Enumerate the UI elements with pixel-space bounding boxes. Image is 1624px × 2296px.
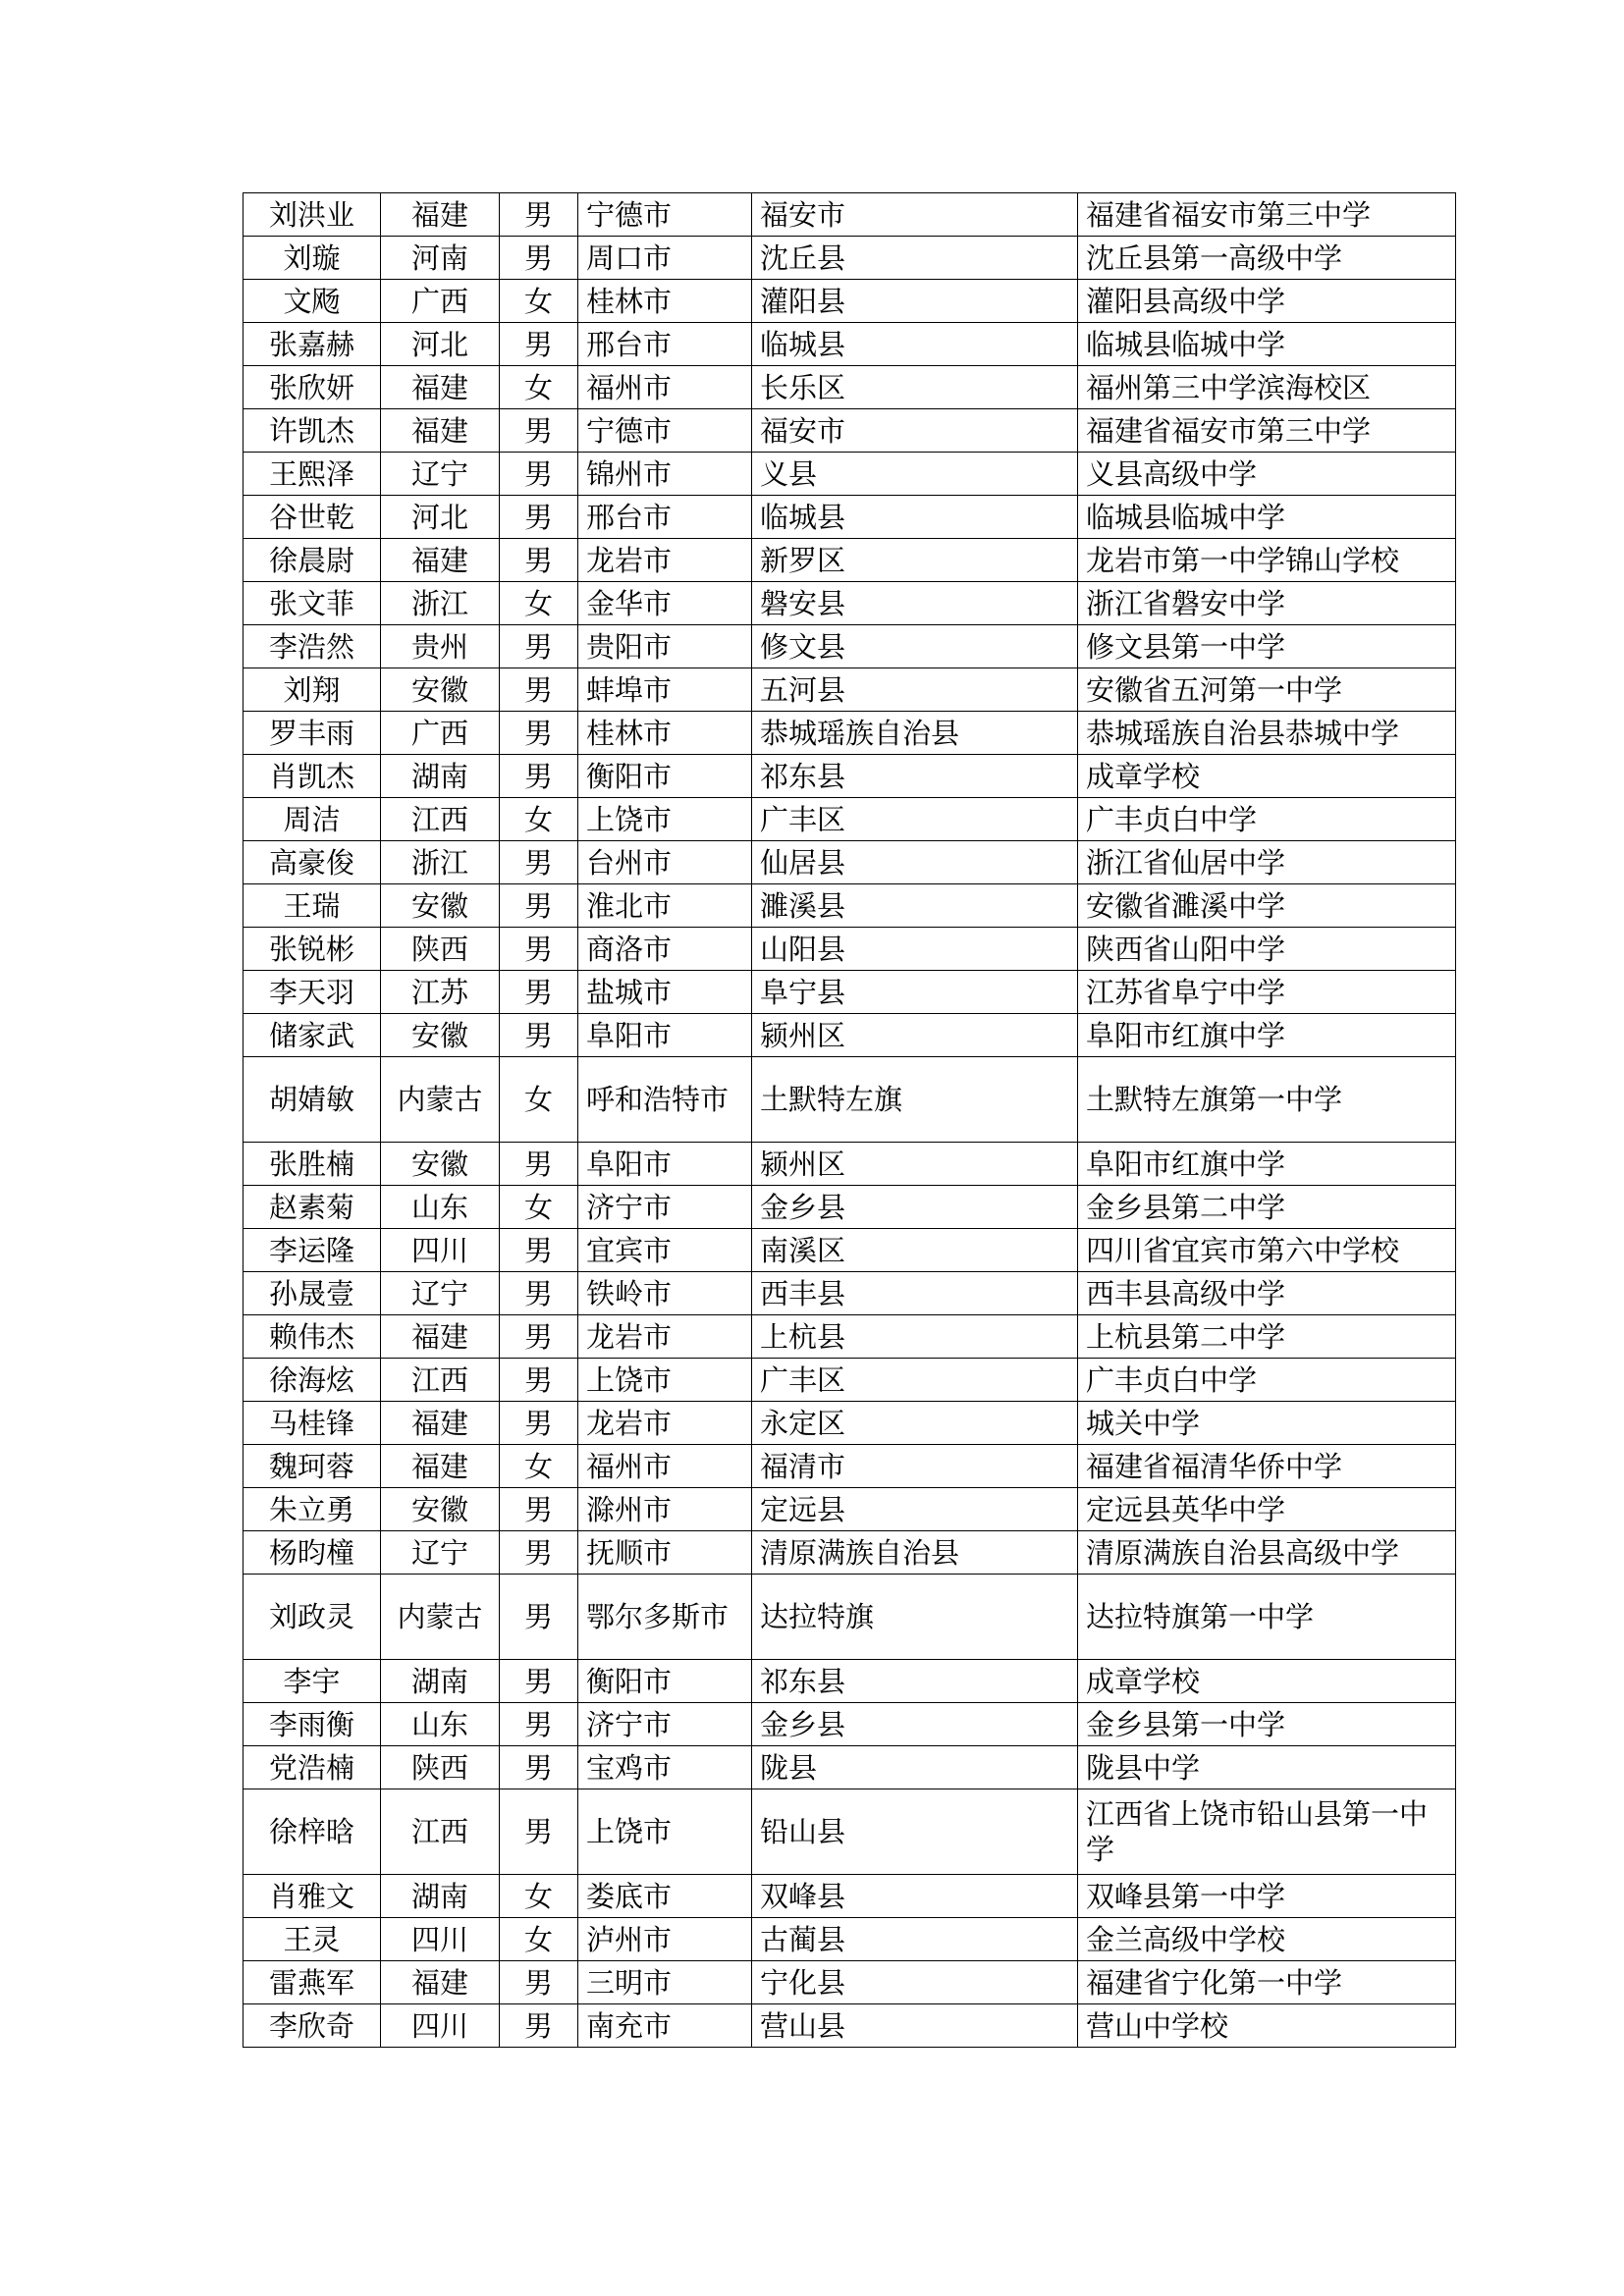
cell-province: 江西 (381, 1359, 500, 1402)
cell-name: 马桂锋 (244, 1402, 381, 1445)
cell-school: 广丰贞白中学 (1078, 798, 1456, 841)
cell-city: 邢台市 (578, 323, 752, 366)
cell-province: 辽宁 (381, 453, 500, 496)
cell-gender: 男 (500, 1488, 578, 1531)
table-row (244, 409, 1456, 453)
cell-gender: 男 (500, 496, 578, 539)
cell-name: 王灵 (244, 1918, 381, 1961)
table-row (244, 1789, 1456, 1875)
cell-school: 沈丘县第一高级中学 (1078, 237, 1456, 280)
cell-province: 福建 (381, 1961, 500, 2004)
cell-name: 李运隆 (244, 1229, 381, 1272)
cell-province: 福建 (381, 409, 500, 453)
table-row (244, 755, 1456, 798)
cell-city: 呼和浩特市 (578, 1057, 752, 1143)
cell-county: 定远县 (752, 1488, 1078, 1531)
cell-province: 陕西 (381, 928, 500, 971)
cell-school: 成章学校 (1078, 755, 1456, 798)
cell-school: 营山中学校 (1078, 2004, 1456, 2048)
cell-name: 肖凯杰 (244, 755, 381, 798)
cell-name: 许凯杰 (244, 409, 381, 453)
cell-province: 浙江 (381, 582, 500, 625)
cell-name: 赖伟杰 (244, 1315, 381, 1359)
cell-county: 祁东县 (752, 1660, 1078, 1703)
cell-county: 南溪区 (752, 1229, 1078, 1272)
table-row (244, 1272, 1456, 1315)
cell-gender: 男 (500, 453, 578, 496)
table-row (244, 971, 1456, 1014)
table-row (244, 841, 1456, 884)
cell-county: 金乡县 (752, 1186, 1078, 1229)
table-row (244, 582, 1456, 625)
cell-name: 李浩然 (244, 625, 381, 668)
cell-name: 肖雅文 (244, 1875, 381, 1918)
cell-city: 商洛市 (578, 928, 752, 971)
cell-name: 徐晨尉 (244, 539, 381, 582)
cell-province: 湖南 (381, 755, 500, 798)
cell-province: 贵州 (381, 625, 500, 668)
cell-gender: 男 (500, 884, 578, 928)
cell-city: 宁德市 (578, 193, 752, 237)
cell-county: 颍州区 (752, 1143, 1078, 1186)
cell-name: 罗丰雨 (244, 712, 381, 755)
cell-school: 定远县英华中学 (1078, 1488, 1456, 1531)
cell-school: 成章学校 (1078, 1660, 1456, 1703)
cell-province: 浙江 (381, 841, 500, 884)
cell-school: 土默特左旗第一中学 (1078, 1057, 1456, 1143)
cell-name: 杨昀橦 (244, 1531, 381, 1575)
cell-gender: 男 (500, 1315, 578, 1359)
cell-name: 孙晟壹 (244, 1272, 381, 1315)
cell-county: 清原满族自治县 (752, 1531, 1078, 1575)
cell-school: 修文县第一中学 (1078, 625, 1456, 668)
cell-school: 福建省宁化第一中学 (1078, 1961, 1456, 2004)
cell-gender: 男 (500, 755, 578, 798)
table-row (244, 1961, 1456, 2004)
cell-county: 山阳县 (752, 928, 1078, 971)
cell-county: 广丰区 (752, 1359, 1078, 1402)
cell-name: 李欣奇 (244, 2004, 381, 2048)
cell-city: 淮北市 (578, 884, 752, 928)
cell-school: 义县高级中学 (1078, 453, 1456, 496)
cell-name: 党浩楠 (244, 1746, 381, 1789)
cell-name: 张胜楠 (244, 1143, 381, 1186)
table-row (244, 496, 1456, 539)
cell-school: 陕西省山阳中学 (1078, 928, 1456, 971)
table-row (244, 1746, 1456, 1789)
cell-province: 福建 (381, 1402, 500, 1445)
cell-province: 江西 (381, 1789, 500, 1875)
cell-city: 福州市 (578, 366, 752, 409)
cell-county: 灌阳县 (752, 280, 1078, 323)
cell-name: 文飏 (244, 280, 381, 323)
cell-name: 张文菲 (244, 582, 381, 625)
table-row (244, 237, 1456, 280)
cell-gender: 男 (500, 1789, 578, 1875)
cell-county: 陇县 (752, 1746, 1078, 1789)
cell-gender: 女 (500, 798, 578, 841)
cell-province: 安徽 (381, 1143, 500, 1186)
cell-city: 桂林市 (578, 712, 752, 755)
cell-county: 修文县 (752, 625, 1078, 668)
table-row (244, 712, 1456, 755)
cell-school: 陇县中学 (1078, 1746, 1456, 1789)
cell-name: 周洁 (244, 798, 381, 841)
cell-school: 福州第三中学滨海校区 (1078, 366, 1456, 409)
cell-county: 西丰县 (752, 1272, 1078, 1315)
cell-school: 浙江省磐安中学 (1078, 582, 1456, 625)
cell-school: 福建省福安市第三中学 (1078, 193, 1456, 237)
cell-county: 颍州区 (752, 1014, 1078, 1057)
cell-province: 广西 (381, 712, 500, 755)
table-row (244, 1186, 1456, 1229)
cell-school: 阜阳市红旗中学 (1078, 1143, 1456, 1186)
cell-gender: 女 (500, 1186, 578, 1229)
cell-gender: 男 (500, 1703, 578, 1746)
cell-name: 李天羽 (244, 971, 381, 1014)
cell-province: 山东 (381, 1703, 500, 1746)
cell-name: 张欣妍 (244, 366, 381, 409)
cell-name: 王瑞 (244, 884, 381, 928)
cell-province: 江苏 (381, 971, 500, 1014)
cell-county: 古蔺县 (752, 1918, 1078, 1961)
cell-province: 福建 (381, 366, 500, 409)
cell-county: 祁东县 (752, 755, 1078, 798)
cell-province: 四川 (381, 1229, 500, 1272)
cell-province: 福建 (381, 539, 500, 582)
cell-county: 沈丘县 (752, 237, 1078, 280)
cell-city: 台州市 (578, 841, 752, 884)
cell-county: 临城县 (752, 323, 1078, 366)
cell-gender: 男 (500, 625, 578, 668)
cell-city: 上饶市 (578, 1359, 752, 1402)
cell-gender: 男 (500, 841, 578, 884)
cell-gender: 女 (500, 280, 578, 323)
cell-name: 李雨衡 (244, 1703, 381, 1746)
cell-province: 江西 (381, 798, 500, 841)
cell-city: 邢台市 (578, 496, 752, 539)
cell-city: 娄底市 (578, 1875, 752, 1918)
cell-school: 江西省上饶市铅山县第一中学 (1078, 1789, 1456, 1875)
cell-name: 胡婧敏 (244, 1057, 381, 1143)
cell-school: 安徽省五河第一中学 (1078, 668, 1456, 712)
cell-city: 桂林市 (578, 280, 752, 323)
cell-name: 储家武 (244, 1014, 381, 1057)
cell-province: 福建 (381, 1315, 500, 1359)
cell-city: 周口市 (578, 237, 752, 280)
cell-name: 朱立勇 (244, 1488, 381, 1531)
cell-province: 安徽 (381, 884, 500, 928)
cell-city: 鄂尔多斯市 (578, 1575, 752, 1660)
cell-city: 抚顺市 (578, 1531, 752, 1575)
cell-gender: 男 (500, 1575, 578, 1660)
cell-province: 四川 (381, 1918, 500, 1961)
cell-city: 金华市 (578, 582, 752, 625)
table-row (244, 280, 1456, 323)
cell-county: 磐安县 (752, 582, 1078, 625)
cell-county: 广丰区 (752, 798, 1078, 841)
table-row (244, 1488, 1456, 1531)
cell-city: 三明市 (578, 1961, 752, 2004)
table-row (244, 1143, 1456, 1186)
cell-name: 刘政灵 (244, 1575, 381, 1660)
cell-name: 徐梓晗 (244, 1789, 381, 1875)
cell-name: 赵素菊 (244, 1186, 381, 1229)
cell-gender: 男 (500, 1746, 578, 1789)
cell-county: 濉溪县 (752, 884, 1078, 928)
cell-school: 西丰县高级中学 (1078, 1272, 1456, 1315)
cell-gender: 男 (500, 237, 578, 280)
cell-county: 铅山县 (752, 1789, 1078, 1875)
cell-gender: 女 (500, 1445, 578, 1488)
cell-city: 龙岩市 (578, 539, 752, 582)
table-row (244, 1918, 1456, 1961)
cell-name: 谷世乾 (244, 496, 381, 539)
cell-county: 临城县 (752, 496, 1078, 539)
cell-gender: 男 (500, 1531, 578, 1575)
cell-province: 广西 (381, 280, 500, 323)
cell-school: 龙岩市第一中学锦山学校 (1078, 539, 1456, 582)
cell-gender: 男 (500, 668, 578, 712)
cell-school: 上杭县第二中学 (1078, 1315, 1456, 1359)
cell-school: 双峰县第一中学 (1078, 1875, 1456, 1918)
cell-gender: 女 (500, 1875, 578, 1918)
cell-county: 义县 (752, 453, 1078, 496)
cell-school: 恭城瑶族自治县恭城中学 (1078, 712, 1456, 755)
table-row (244, 1575, 1456, 1660)
table-row (244, 453, 1456, 496)
cell-county: 仙居县 (752, 841, 1078, 884)
table-row (244, 798, 1456, 841)
cell-school: 灌阳县高级中学 (1078, 280, 1456, 323)
cell-city: 上饶市 (578, 1789, 752, 1875)
cell-name: 王熙泽 (244, 453, 381, 496)
table-row (244, 1875, 1456, 1918)
cell-school: 江苏省阜宁中学 (1078, 971, 1456, 1014)
cell-name: 雷燕军 (244, 1961, 381, 2004)
cell-gender: 男 (500, 1143, 578, 1186)
cell-county: 五河县 (752, 668, 1078, 712)
cell-gender: 女 (500, 1918, 578, 1961)
roster-body (244, 193, 1456, 2048)
cell-gender: 男 (500, 971, 578, 1014)
cell-name: 刘洪业 (244, 193, 381, 237)
table-row (244, 1014, 1456, 1057)
cell-province: 湖南 (381, 1660, 500, 1703)
cell-school: 安徽省濉溪中学 (1078, 884, 1456, 928)
cell-province: 河北 (381, 323, 500, 366)
cell-school: 金兰高级中学校 (1078, 1918, 1456, 1961)
cell-province: 内蒙古 (381, 1575, 500, 1660)
cell-province: 安徽 (381, 668, 500, 712)
cell-gender: 男 (500, 928, 578, 971)
cell-county: 福安市 (752, 409, 1078, 453)
cell-province: 陕西 (381, 1746, 500, 1789)
cell-gender: 男 (500, 1229, 578, 1272)
cell-province: 内蒙古 (381, 1057, 500, 1143)
cell-city: 宁德市 (578, 409, 752, 453)
cell-province: 四川 (381, 2004, 500, 2048)
cell-province: 福建 (381, 1445, 500, 1488)
cell-school: 阜阳市红旗中学 (1078, 1014, 1456, 1057)
cell-school: 四川省宜宾市第六中学校 (1078, 1229, 1456, 1272)
cell-gender: 男 (500, 323, 578, 366)
cell-gender: 男 (500, 1014, 578, 1057)
table-row (244, 366, 1456, 409)
table-row (244, 928, 1456, 971)
cell-name: 高豪俊 (244, 841, 381, 884)
table-row (244, 625, 1456, 668)
cell-city: 蚌埠市 (578, 668, 752, 712)
cell-gender: 男 (500, 712, 578, 755)
cell-county: 营山县 (752, 2004, 1078, 2048)
cell-gender: 女 (500, 1057, 578, 1143)
cell-province: 福建 (381, 193, 500, 237)
cell-city: 上饶市 (578, 798, 752, 841)
cell-city: 滁州市 (578, 1488, 752, 1531)
table-row (244, 1229, 1456, 1272)
cell-county: 双峰县 (752, 1875, 1078, 1918)
cell-province: 湖南 (381, 1875, 500, 1918)
table-row (244, 668, 1456, 712)
cell-school: 浙江省仙居中学 (1078, 841, 1456, 884)
cell-city: 济宁市 (578, 1186, 752, 1229)
table-row (244, 1531, 1456, 1575)
cell-city: 泸州市 (578, 1918, 752, 1961)
table-row (244, 193, 1456, 237)
cell-province: 辽宁 (381, 1531, 500, 1575)
cell-city: 贵阳市 (578, 625, 752, 668)
cell-province: 安徽 (381, 1488, 500, 1531)
cell-city: 宜宾市 (578, 1229, 752, 1272)
cell-county: 长乐区 (752, 366, 1078, 409)
cell-city: 宝鸡市 (578, 1746, 752, 1789)
table-row (244, 884, 1456, 928)
cell-city: 龙岩市 (578, 1402, 752, 1445)
cell-school: 清原满族自治县高级中学 (1078, 1531, 1456, 1575)
cell-city: 铁岭市 (578, 1272, 752, 1315)
cell-city: 锦州市 (578, 453, 752, 496)
table-row (244, 2004, 1456, 2048)
cell-school: 达拉特旗第一中学 (1078, 1575, 1456, 1660)
cell-city: 福州市 (578, 1445, 752, 1488)
cell-city: 阜阳市 (578, 1143, 752, 1186)
table-row (244, 1057, 1456, 1143)
table-row (244, 1660, 1456, 1703)
cell-county: 永定区 (752, 1402, 1078, 1445)
cell-gender: 男 (500, 2004, 578, 2048)
cell-province: 河南 (381, 237, 500, 280)
cell-city: 衡阳市 (578, 755, 752, 798)
cell-city: 阜阳市 (578, 1014, 752, 1057)
cell-gender: 男 (500, 1660, 578, 1703)
cell-city: 衡阳市 (578, 1660, 752, 1703)
cell-province: 安徽 (381, 1014, 500, 1057)
cell-county: 金乡县 (752, 1703, 1078, 1746)
cell-name: 刘翔 (244, 668, 381, 712)
cell-county: 宁化县 (752, 1961, 1078, 2004)
table-row (244, 1445, 1456, 1488)
cell-school: 金乡县第二中学 (1078, 1186, 1456, 1229)
cell-name: 刘璇 (244, 237, 381, 280)
cell-name: 李宇 (244, 1660, 381, 1703)
cell-gender: 男 (500, 409, 578, 453)
cell-province: 辽宁 (381, 1272, 500, 1315)
student-roster-table (243, 192, 1456, 2048)
cell-school: 福建省福清华侨中学 (1078, 1445, 1456, 1488)
cell-school: 福建省福安市第三中学 (1078, 409, 1456, 453)
cell-gender: 女 (500, 582, 578, 625)
cell-city: 盐城市 (578, 971, 752, 1014)
cell-gender: 男 (500, 1402, 578, 1445)
cell-county: 新罗区 (752, 539, 1078, 582)
cell-school: 临城县临城中学 (1078, 323, 1456, 366)
table-row (244, 1402, 1456, 1445)
cell-county: 达拉特旗 (752, 1575, 1078, 1660)
cell-name: 徐海炫 (244, 1359, 381, 1402)
cell-city: 济宁市 (578, 1703, 752, 1746)
cell-name: 张嘉赫 (244, 323, 381, 366)
table-row (244, 323, 1456, 366)
cell-city: 龙岩市 (578, 1315, 752, 1359)
table-row (244, 1359, 1456, 1402)
cell-name: 魏珂蓉 (244, 1445, 381, 1488)
cell-gender: 男 (500, 1272, 578, 1315)
cell-city: 南充市 (578, 2004, 752, 2048)
cell-school: 广丰贞白中学 (1078, 1359, 1456, 1402)
cell-gender: 女 (500, 366, 578, 409)
cell-gender: 男 (500, 1961, 578, 2004)
cell-school: 临城县临城中学 (1078, 496, 1456, 539)
cell-province: 河北 (381, 496, 500, 539)
cell-county: 恭城瑶族自治县 (752, 712, 1078, 755)
cell-county: 土默特左旗 (752, 1057, 1078, 1143)
cell-gender: 男 (500, 193, 578, 237)
table-row (244, 1315, 1456, 1359)
cell-school: 城关中学 (1078, 1402, 1456, 1445)
cell-gender: 男 (500, 1359, 578, 1402)
cell-county: 上杭县 (752, 1315, 1078, 1359)
table-row (244, 539, 1456, 582)
cell-county: 福清市 (752, 1445, 1078, 1488)
table-row (244, 1703, 1456, 1746)
cell-gender: 男 (500, 539, 578, 582)
cell-county: 阜宁县 (752, 971, 1078, 1014)
cell-province: 山东 (381, 1186, 500, 1229)
cell-county: 福安市 (752, 193, 1078, 237)
cell-name: 张锐彬 (244, 928, 381, 971)
cell-school: 金乡县第一中学 (1078, 1703, 1456, 1746)
